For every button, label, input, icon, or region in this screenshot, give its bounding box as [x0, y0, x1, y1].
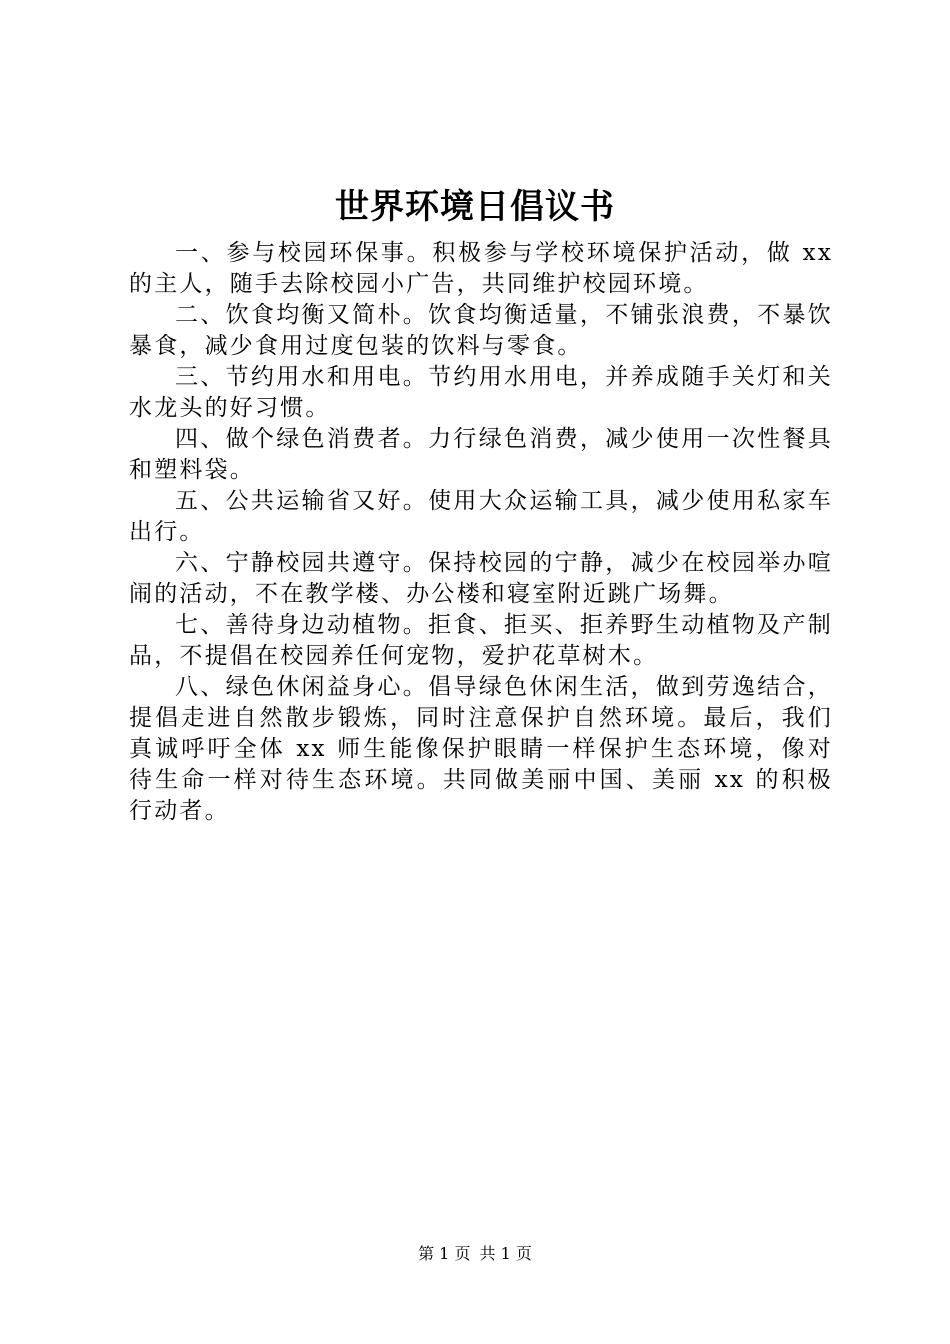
paragraph-2: 二、饮食均衡又简朴。饮食均衡适量，不铺张浪费，不暴饮暴食，减少食用过度包装的饮料与零食。	[129, 302, 833, 359]
paragraph-8: 八、绿色休闲益身心。倡导绿色休闲生活，做到劳逸结合，提倡走进自然散步锻炼，同时注意保护自然环境。最后，我们真诚呼吁全体 xx 师生能像保护眼睛一样保护生态环境，像对待生命一样对待生态环境。共同做美丽中国、美丽 xx 的积极行动者。	[129, 674, 833, 824]
page-total: 共 1 页	[479, 1244, 532, 1263]
paragraph-3: 三、节约用水和用电。节约用水用电，并养成随手关灯和关水龙头的好习惯。	[129, 364, 833, 421]
paragraph-4: 四、做个绿色消费者。力行绿色消费，减少使用一次性餐具和塑料袋。	[129, 426, 833, 483]
paragraph-6: 六、宁静校园共遵守。保持校园的宁静，减少在校园举办喧闹的活动，不在教学楼、办公楼和寝室附近跳广场舞。	[129, 550, 833, 607]
paragraph-5: 五、公共运输省又好。使用大众运输工具，减少使用私家车出行。	[129, 488, 833, 545]
paragraph-7: 七、善待身边动植物。拒食、拒买、拒养野生动植物及产制品，不提倡在校园养任何宠物，爱护花草树木。	[129, 612, 833, 669]
page-number: 第 1 页	[418, 1244, 471, 1263]
page-footer	[0, 1244, 950, 1264]
document-title: 世界环境日倡议书	[335, 187, 615, 227]
paragraph-1: 一、参与校园环保事。积极参与学校环境保护活动，做 xx 的主人，随手去除校园小广告，共同维护校园环境。	[129, 240, 833, 297]
document-body	[129, 238, 833, 827]
